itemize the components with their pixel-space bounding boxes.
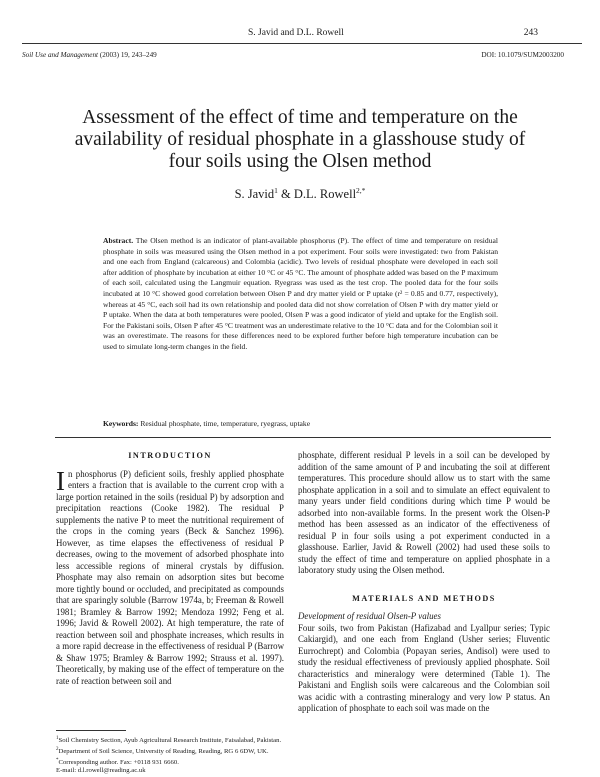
abstract-label: Abstract.	[103, 236, 134, 245]
footnote-mark: *	[56, 757, 59, 763]
journal-line	[22, 51, 582, 61]
footnote-mark: 1	[56, 736, 59, 741]
journal-reference	[22, 51, 157, 59]
abstract	[103, 236, 498, 353]
running-header-authors: S. Javid and D.L. Rowell	[248, 28, 344, 38]
right-column	[298, 450, 550, 715]
footnote-divider	[56, 730, 126, 731]
affiliation-mark: 1	[274, 186, 278, 195]
introduction-text: n phosphorus (P) deficient soils, freshly applied phosphate enters a fraction that is available to the current crop with a large portion retained in the soils (residual P) by adsorption and precipitation reactions (Cooke 1982). The residual P supplements the native P to meet the nutritional requirement of the crops in the coming years (Beck & Sanchez 1996). However, as time elapses the effectiveness of residual P decreases, owing to the movement of adsorbed phosphate into less accessible regions of mineral crystals by diffusion. Phosphate may also remain on adsorption sites but become more tightly bound or occluded, and precipitated as compounds that are sparingly soluble (Barrow 1974a, b; Freeman & Rowell 1981; Bramley & Barrow 1992; Mendoza 1992; Feng et al. 1996; Javid & Rowell 2002). At high temperature, the rate of reaction between soil and phosphate increases, which results in a more rapid decrease in the effectiveness of residual P (Barrow & Shaw 1975; Bramley & Barrow 1992; Strauss et al. 1997). Theoretically, by making use of the effect of temperature on the rate of reaction between soil and	[56, 468, 284, 686]
header-divider	[22, 43, 582, 44]
footnote-text: Soil Chemistry Section, Ayub Agricultural Research Institute, Faisalabad, Pakistan.	[58, 737, 282, 745]
article-title: Assessment of the effect of time and temperature on the availability of residual phosphate in a glasshouse study of four soils using the Olsen method	[74, 107, 526, 172]
keywords-label: Keywords:	[103, 419, 139, 428]
page-number: 243	[523, 28, 538, 38]
footnote-mark: 2	[56, 746, 59, 752]
footnote-correspondence	[56, 757, 284, 768]
doi: DOI: 10.1079/SUM2003200	[481, 51, 564, 59]
running-header	[0, 28, 600, 40]
keywords	[103, 419, 498, 428]
introduction-paragraph	[56, 465, 284, 688]
methods-subheading: Development of residual Olsen-P values	[298, 611, 441, 621]
methods-heading: MATERIALS AND METHODS	[352, 593, 496, 603]
introduction-continued: phosphate, different residual P levels in a soil can be developed by addition of the same amount of P and incubating the soil at different temperatures. This procedure should allow us to start with the same phosphate application in a soil and to simulate an effect equivalent to many years under field conditions during which time P would be adsorbed into non-available forms. In the present work the Olsen-P method has been assessed as an indicator of the effectiveness of residual P in four soils using a pot experiment conducted in a glasshouse. Earlier, Javid & Rowell (2002) had used these soils to study the effect of time and temperature on applied phosphate in a laboratory study using the Olsen method.	[298, 450, 550, 575]
author-separator: &	[277, 187, 294, 202]
footnote-affiliation-2	[56, 746, 284, 757]
affiliation-mark: 2,*	[356, 186, 366, 195]
footnote-affiliation-1	[56, 735, 284, 746]
journal-citation: (2003) 19, 243–249	[99, 51, 157, 59]
author-name: S. Javid	[234, 187, 275, 202]
footnote-text: Department of Soil Science, University of Reading, Reading, RG 6 6DW, UK.	[58, 748, 269, 756]
introduction-heading: INTRODUCTION	[128, 451, 212, 460]
journal-name: Soil Use and Management	[22, 51, 99, 59]
body-divider	[55, 437, 551, 438]
drop-cap: I	[56, 465, 65, 496]
abstract-text: The Olsen method is an indicator of plant-available phosphorus (P). The effect of time and temperature on residual phosphate in soils was measured using the Olsen method in a pot experiment. Four soils were investigated: two from Pakistan and one each from England (calcareous) and Colombia (acidic). Two levels of residual phosphate were developed in each soil after addition of phosphate by incubation at either 10 °C or 45 °C. The amount of phosphate added was based on the P maximum of each soil, calculated using the Langmuir equation. Ryegrass was used as the test crop. The pooled data for the four soils incubated at 10 °C showed good correlation between Olsen P and dry matter yield or P uptake (r² = 0.85 and 0.77, respectively), whereas at 45 °C, each soil had its own relationship and pooled data did not show correlation of Olsen P with dry matter yield or P uptake. When the data at both temperatures were pooled, Olsen P was a good indicator of yield and uptake for the English soil. For the Pakistani soils, Olsen P after 45 °C treatment was an underestimate relative to the 10 °C data and for the Colombian soil it was an overestimate. The reasons for these differences need to be explored further before high temperature incubation can be used to simulate long-term changes in the field.	[103, 236, 498, 351]
keywords-text: Residual phosphate, time, temperature, ryegrass, uptake	[140, 419, 311, 428]
author-name: D.L. Rowell	[293, 187, 357, 202]
footnote-text: Corresponding author. Fax: +0118 931 6660.	[58, 758, 179, 766]
left-column	[56, 450, 284, 687]
author-byline	[0, 186, 600, 202]
footnotes	[56, 730, 284, 776]
methods-text: Four soils, two from Pakistan (Hafizabad and Lyallpur series; Typic Cakiargid), and one each from England (Usher series; Fluventic Eurrochrept) and Colombia (Popayan series, Andisol) were used to study the residual effectiveness of previously applied phosphate. Soil characteristics and mineralogy were determined (Table 1). The Pakistani and English soils were calcareous and the Colombian soil was acidic with a contrasting mineralogy and very low P status. An application of phosphate to each soil was made on the	[298, 622, 550, 713]
footnote-email: E-mail: d.l.rowell@reading.ac.uk	[56, 767, 146, 775]
